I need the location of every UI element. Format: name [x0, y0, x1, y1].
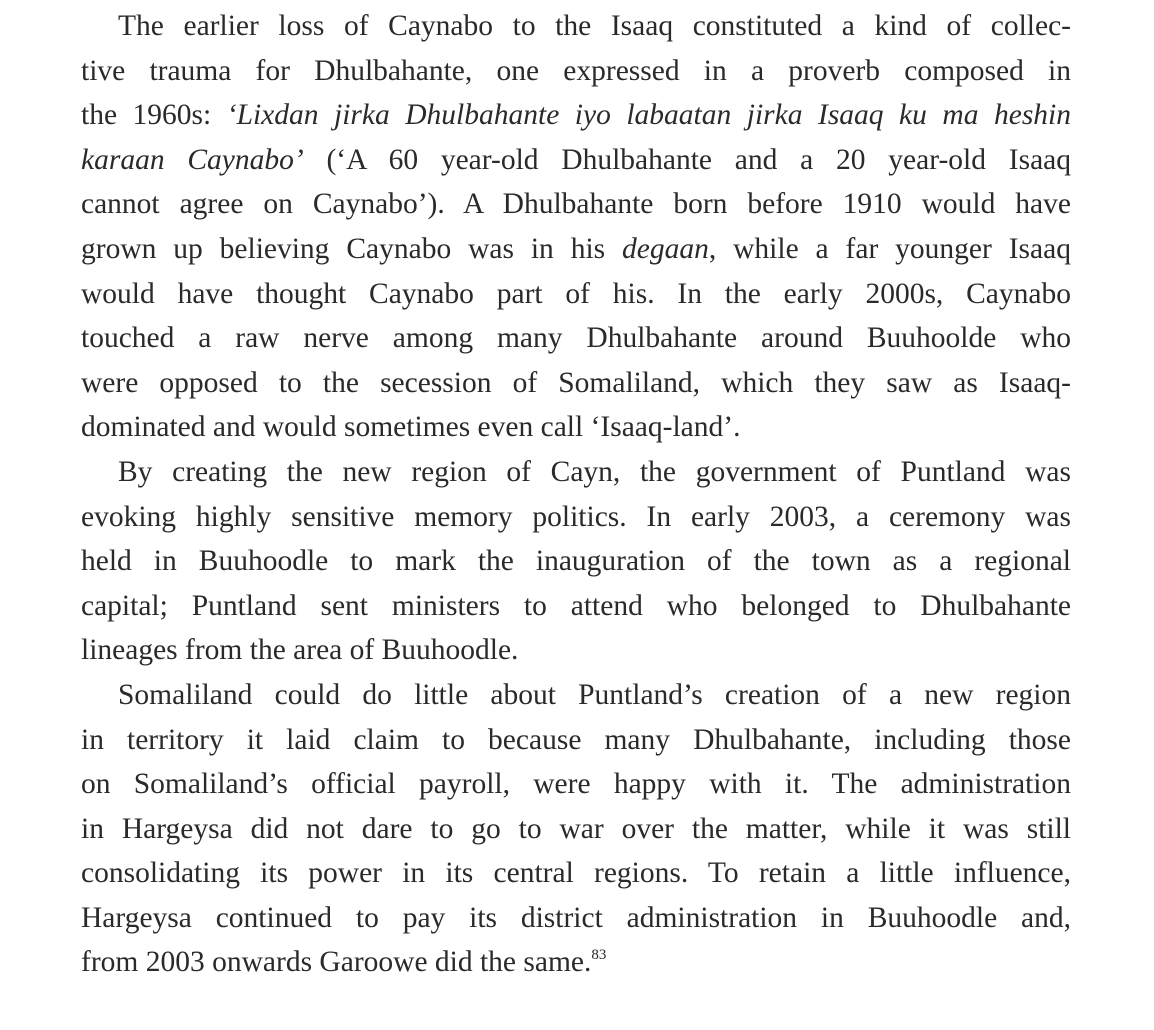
text-line — [81, 584, 1071, 629]
text-run: Somaliland could do little about Puntland’s creation of a new region — [118, 678, 1071, 711]
text-line — [81, 4, 1071, 49]
text-line — [81, 49, 1071, 94]
text-line — [81, 93, 1071, 138]
text-line — [81, 539, 1071, 584]
paragraph-3 — [81, 673, 1071, 985]
text-line — [81, 182, 1071, 227]
text-run: , while a far younger Isaaq — [708, 232, 1071, 265]
text-line — [81, 272, 1071, 317]
text-run: Hargeysa continued to pay its district administration in Buuhoodle and, — [81, 901, 1071, 934]
text-line — [81, 762, 1071, 807]
text-run: (‘A 60 year-old Dhulbahante and a 20 year-old Isaaq — [303, 143, 1072, 176]
text-line — [81, 851, 1071, 896]
text-run: evoking highly sensitive memory politics. In early 2003, a ceremony was — [81, 500, 1071, 533]
text-run: in territory it laid claim to because many Dhulbahante, including those — [81, 723, 1071, 756]
text-run: dominated and would sometimes even call ‘Isaaq-land’. — [81, 411, 741, 444]
text-run: held in Buuhoodle to mark the inauguration of the town as a regional — [81, 545, 1071, 578]
text-line — [81, 227, 1071, 272]
text-line — [81, 450, 1071, 495]
text-line — [81, 316, 1071, 361]
text-run: tive trauma for Dhulbahante, one expressed in a proverb composed in — [81, 54, 1071, 87]
text-line — [81, 495, 1071, 540]
text-run: lineages from the area of Buuhoodle. — [81, 634, 519, 667]
paragraph-1 — [81, 4, 1071, 450]
text-line — [81, 718, 1071, 763]
italic-text: degaan — [622, 232, 709, 265]
text-run: were opposed to the secession of Somaliland, which they saw as Isaaq- — [81, 366, 1071, 399]
text-line — [81, 405, 1071, 450]
text-run: consolidating its power in its central regions. To retain a little influence, — [81, 857, 1071, 890]
footnote-marker: 83 — [591, 947, 607, 964]
text-run: the 1960s: — [81, 99, 227, 132]
text-line — [81, 628, 1071, 673]
italic-text: karaan Caynabo’ — [81, 143, 304, 176]
text-run: grown up believing Caynabo was in his — [81, 232, 623, 265]
text-line — [81, 673, 1071, 718]
text-line — [81, 896, 1071, 941]
text-run: would have thought Caynabo part of his. In the early 2000s, Caynabo — [81, 277, 1071, 310]
text-line — [81, 361, 1071, 406]
text-line — [81, 940, 1071, 985]
text-run: capital; Puntland sent ministers to attend who belonged to Dhulbahante — [81, 589, 1071, 622]
text-run: cannot agree on Caynabo’). A Dhulbahante born before 1910 would have — [81, 188, 1071, 221]
text-line — [81, 138, 1071, 183]
text-run: in Hargeysa did not dare to go to war over the matter, while it was still — [81, 812, 1071, 845]
text-run: The earlier loss of Caynabo to the Isaaq constituted a kind of collec- — [118, 10, 1071, 42]
text-run: on Somaliland’s official payroll, were happy with it. The administration — [81, 768, 1071, 801]
text-run: from 2003 onwards Garoowe did the same. — [81, 946, 592, 979]
text-line — [81, 807, 1071, 852]
italic-text: ‘Lixdan jirka Dhulbahante iyo labaatan jirka Isaaq ku ma heshin — [226, 99, 1071, 132]
text-run: By creating the new region of Cayn, the government of Puntland was — [118, 455, 1071, 488]
book-page-text — [81, 4, 1071, 985]
paragraph-2 — [81, 450, 1071, 673]
text-run: touched a raw nerve among many Dhulbahante around Buuhoolde who — [81, 322, 1071, 355]
